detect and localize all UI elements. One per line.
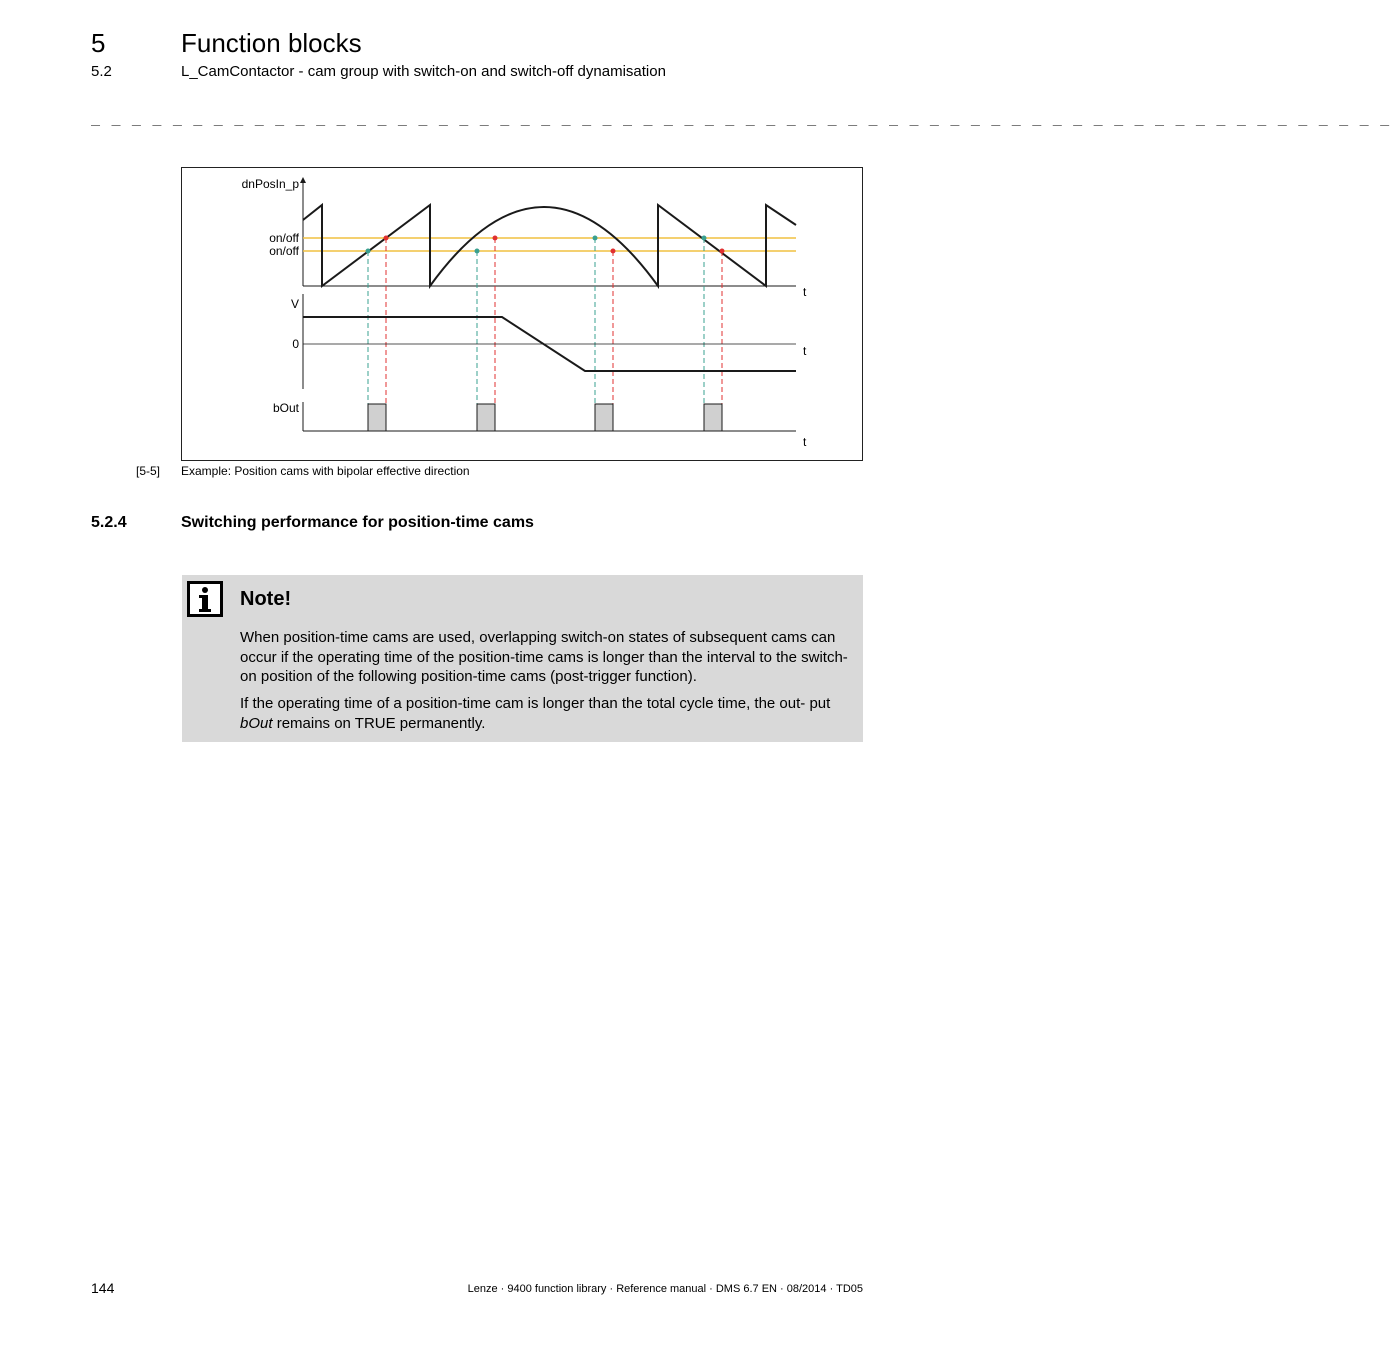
subsection-number: 5.2.4 (91, 514, 127, 531)
velocity-axis-label: V (290, 297, 299, 311)
chapter-number: 5 (91, 28, 106, 58)
page-number: 144 (91, 1280, 115, 1296)
switch-on-dot (366, 249, 371, 254)
output-pulse (595, 404, 613, 431)
info-icon (187, 581, 223, 617)
switch-off-dot (720, 249, 725, 254)
pos-axis-label: dnPosIn_p (241, 177, 299, 191)
cam-diagram (182, 168, 864, 462)
switch-off-dot (493, 236, 498, 241)
zero-label: 0 (292, 337, 299, 351)
switch-off-dot (384, 236, 389, 241)
chapter-title: Function blocks (181, 28, 362, 58)
section-title: L_CamContactor - cam group with switch-on and switch-off dynamisation (181, 63, 666, 80)
note-box (182, 575, 863, 742)
switch-on-dot (475, 249, 480, 254)
footer-doc-info: Lenze · 9400 function library · Reference manual · DMS 6.7 EN · 08/2014 · TD05 (467, 1283, 863, 1295)
time-axis-label: t (803, 344, 807, 358)
subsection-title: Switching performance for position-time cams (181, 514, 534, 531)
note-text: If the operating time of a position-time cam is longer than the total cycle time, the out- put (240, 695, 831, 712)
figure-number: [5-5] (136, 464, 161, 478)
switch-off-dot (611, 249, 616, 254)
variable-name: bOut (240, 714, 273, 732)
switch-on-dot (702, 236, 707, 241)
note-heading: Note! (240, 588, 292, 610)
figure-caption: Example: Position cams with bipolar effective direction (181, 464, 470, 478)
figure-frame (181, 167, 863, 461)
position-signal (303, 205, 796, 286)
note-paragraph (240, 694, 850, 733)
header-separator: _ _ _ _ _ _ _ _ _ _ _ _ _ _ _ _ _ _ _ _ _ _ _ _ _ _ _ _ _ _ _ _ _ _ _ _ _ _ _ _ _ _ _ _ _ _ _ _ _ _ _ _ _ _ _ _ _ _ _ _ _ _ _ _ (91, 108, 1390, 126)
note-paragraph: When position-time cams are used, overlapping switch-on states of subsequent cams can occur if the operating time of the position-time cams is longer than the interval to the switch-on position of the following position-time cams (post-trigger function). (240, 629, 848, 685)
output-pulse (368, 404, 386, 431)
switch-on-dot (593, 236, 598, 241)
time-axis-label: t (803, 285, 807, 299)
section-number: 5.2 (91, 63, 112, 80)
output-pulse (704, 404, 722, 431)
on-off-label-upper: on/off (269, 231, 299, 245)
output-pulse (477, 404, 495, 431)
on-off-label-lower: on/off (269, 244, 299, 258)
time-axis-label: t (803, 435, 807, 449)
output-axis-label: bOut (272, 401, 299, 415)
note-text: remains on TRUE permanently. (272, 714, 486, 732)
